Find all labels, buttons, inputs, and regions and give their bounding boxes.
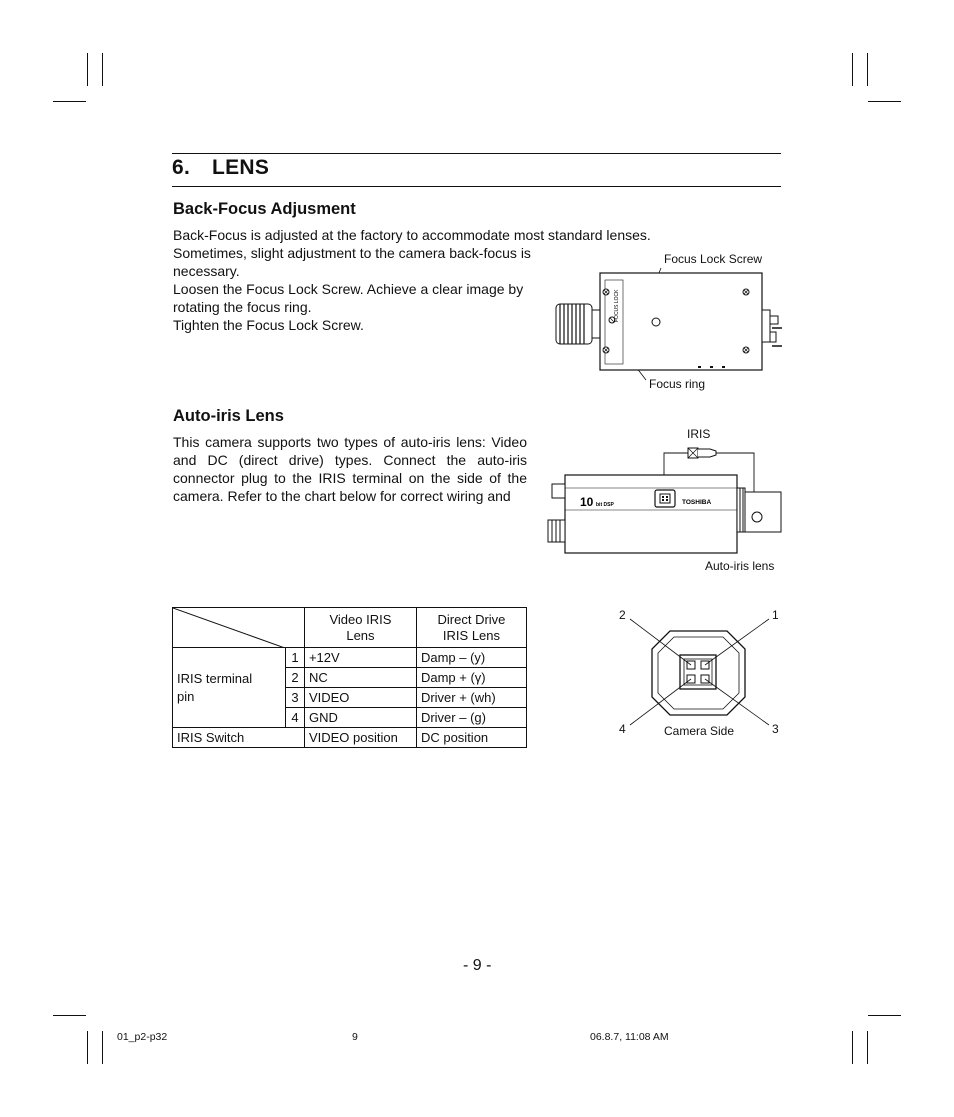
footer-file-label: 01_p2-p32 — [117, 1031, 168, 1043]
connector-pinout-figure — [615, 605, 785, 740]
col-header-video-iris: Video IRIS Lens — [304, 608, 416, 648]
footer-timestamp: 06.8.7, 11:08 AM — [590, 1031, 669, 1043]
table-corner-cell — [173, 608, 305, 648]
direct-drive-value: Driver – (g) — [416, 708, 526, 728]
iris-terminal-pin-label: IRIS terminal pin — [173, 648, 286, 728]
video-iris-value: +12V — [304, 648, 416, 668]
back-focus-line: necessary. — [173, 263, 240, 279]
section-title — [172, 156, 269, 180]
pin-number: 4 — [285, 708, 304, 728]
auto-iris-lens-label: Auto-iris lens — [705, 559, 775, 573]
back-focus-heading: Back-Focus Adjusment — [173, 200, 356, 218]
section-name: LENS — [212, 156, 270, 179]
direct-drive-value: Damp – (y) — [416, 648, 526, 668]
back-focus-line: rotating the focus ring. — [173, 299, 312, 315]
diagonal-divider — [173, 608, 285, 648]
model-sub-mark: bit DSP — [596, 502, 614, 508]
table-header-row — [173, 608, 527, 648]
page-number: - 9 - — [463, 957, 492, 974]
iris-switch-label: IRIS Switch — [173, 728, 305, 748]
back-focus-line: Loosen the Focus Lock Screw. Achieve a clear image by — [173, 281, 524, 297]
focus-lock-side-label: FOCUS LOCK — [614, 289, 620, 322]
pin-number: 3 — [285, 688, 304, 708]
iris-switch-row — [173, 728, 527, 748]
video-iris-value: NC — [304, 668, 416, 688]
direct-drive-value: Driver + (wh) — [416, 688, 526, 708]
heading-rule-top — [172, 153, 781, 154]
video-iris-value: VIDEO — [304, 688, 416, 708]
iris-switch-dc: DC position — [416, 728, 526, 748]
auto-iris-line: connector plug to the IRIS terminal on the side of the — [173, 470, 527, 486]
iris-wiring-table — [172, 607, 527, 748]
pin-number: 2 — [285, 668, 304, 688]
pin-number: 1 — [285, 648, 304, 668]
pin-label-3: 3 — [772, 722, 779, 736]
pin-label-4: 4 — [619, 722, 626, 736]
brand-mark: TOSHIBA — [682, 499, 712, 506]
camera-side-caption: Camera Side — [664, 724, 735, 738]
table-row — [173, 648, 527, 668]
auto-iris-line: camera. Refer to the chart below for correct wiring and — [173, 488, 511, 504]
direct-drive-value: Damp + (γ) — [416, 668, 526, 688]
auto-iris-lens-icon — [737, 488, 781, 532]
auto-iris-figure — [540, 440, 785, 560]
col-header-direct-drive: Direct Drive IRIS Lens — [416, 608, 526, 648]
heading-rule-bottom — [172, 186, 781, 187]
back-focus-line: Back-Focus is adjusted at the factory to accommodate most standard lenses. — [173, 227, 651, 243]
auto-iris-line: and DC (direct drive) types. Connect the auto-iris — [173, 452, 527, 468]
focus-lock-screw-label: Focus Lock Screw — [664, 252, 763, 266]
pin-label-2: 2 — [619, 608, 626, 622]
footer-page-label: 9 — [352, 1031, 358, 1043]
pin-label-1: 1 — [772, 608, 779, 622]
back-focus-line: Tighten the Focus Lock Screw. — [173, 317, 364, 333]
focus-ring-label: Focus ring — [649, 377, 706, 391]
iris-label: IRIS — [687, 427, 711, 441]
iris-switch-video: VIDEO position — [304, 728, 416, 748]
section-number: 6. — [172, 156, 191, 179]
back-focus-line: Sometimes, slight adjustment to the camera back-focus is — [173, 245, 531, 261]
auto-iris-line: This camera supports two types of auto-iris lens: Video — [173, 434, 527, 450]
focus-ring-icon — [556, 304, 600, 344]
auto-iris-heading: Auto-iris Lens — [173, 407, 284, 425]
model-mark: 10 — [580, 495, 594, 509]
video-iris-value: GND — [304, 708, 416, 728]
auto-iris-text — [173, 433, 527, 505]
